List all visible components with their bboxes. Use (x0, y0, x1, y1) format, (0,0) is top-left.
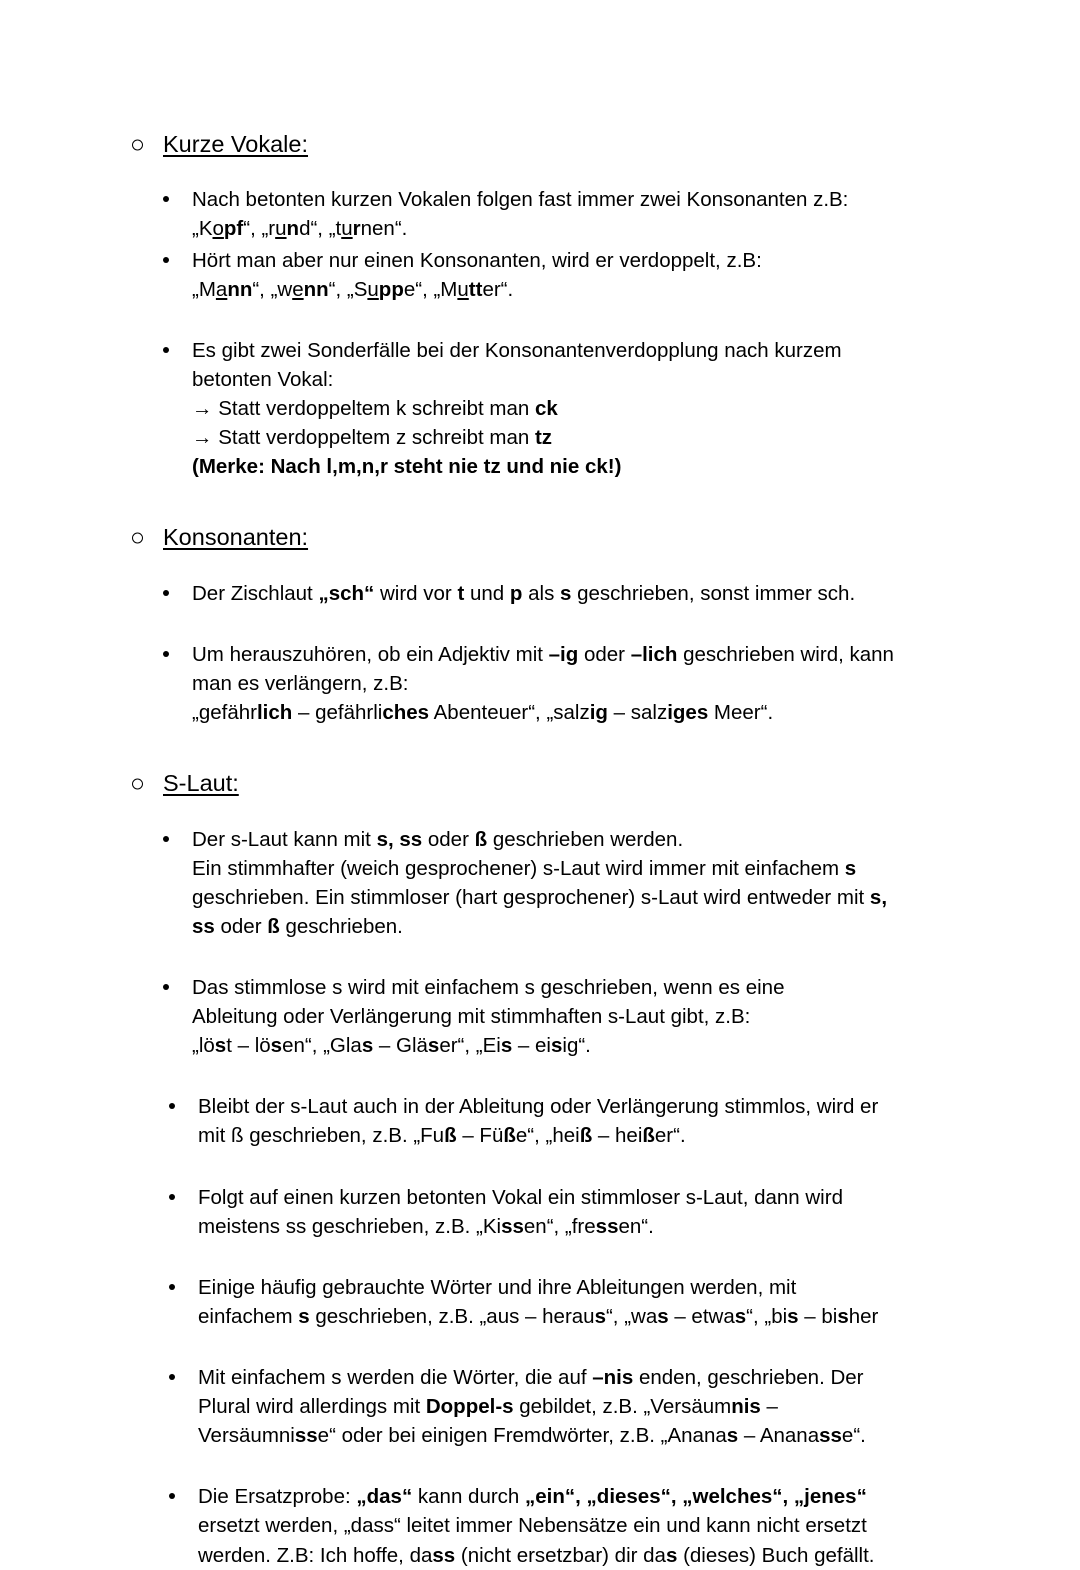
bullet-spacer (100, 1153, 980, 1183)
list-item-line: Es gibt zwei Sonderfälle bei der Konsonantenverdopplung nach kurzem (192, 338, 842, 362)
disc-bullet-icon (163, 347, 169, 353)
bullet-spacer (100, 1452, 980, 1482)
section-heading-label: Kurze Vokale: (163, 131, 309, 157)
list-item-line: Versäumnisse“ oder bei einigen Fremdwörter, z.B. „Ananas – Ananasse“. (198, 1424, 866, 1448)
list-item-line: einfachem s geschrieben, z.B. „aus – heraus“, „was – etwas“, „bis – bisher (198, 1304, 879, 1328)
list-item (100, 579, 980, 608)
list-item-line: → Statt verdoppeltem z schreibt man tz (192, 426, 553, 450)
list-item-line: man es verlängern, z.B: (192, 671, 409, 695)
section-heading-s-laut (100, 769, 980, 798)
list-item-line: Der Zischlaut „sch“ wird vor t und p als s geschrieben, sonst immer sch. (192, 581, 856, 605)
bullet-spacer (100, 306, 980, 336)
disc-bullet-icon (169, 1493, 175, 1499)
list-item-line: Folgt auf einen kurzen betonten Vokal ein stimmloser s-Laut, dann wird (198, 1185, 843, 1209)
list-item-line: „gefährlich – gefährliches Abenteuer“, „salzig – salziges Meer“. (192, 701, 774, 725)
bullet-spacer (100, 559, 980, 579)
disc-bullet-icon (163, 590, 169, 596)
list-item-line: Bleibt der s-Laut auch in der Ableitung oder Verlängerung stimmlos, wird er (198, 1095, 879, 1119)
disc-bullet-icon (163, 257, 169, 263)
list-item-line: → Statt verdoppeltem k schreibt man ck (192, 397, 558, 421)
section-heading-label: S-Laut: (163, 770, 239, 797)
hollow-circle-bullet-icon (132, 139, 143, 150)
list-item-line: Einige häufig gebrauchte Wörter und ihre Ableitungen werden, mit (198, 1275, 797, 1299)
list-item-line: Um herauszuhören, ob ein Adjektiv mit –ig oder –lich geschrieben wird, kann (192, 642, 894, 666)
list-item (100, 1183, 980, 1241)
hollow-circle-bullet-icon (132, 533, 143, 544)
bullet-spacer (100, 943, 980, 973)
disc-bullet-icon (163, 196, 169, 202)
disc-bullet-icon (169, 1284, 175, 1290)
list-item-line: werden. Z.B: Ich hoffe, dass (nicht ersetzbar) dir das (dieses) Buch gefällt. (198, 1543, 875, 1567)
disc-bullet-icon (163, 984, 169, 990)
hollow-circle-bullet-icon (132, 778, 143, 789)
list-item-line: mit ß geschrieben, z.B. „Fuß – Füße“, „heiß – heißer“. (198, 1124, 686, 1148)
list-item-line: Der s-Laut kann mit s, ss oder ß geschrieben werden. (192, 827, 684, 851)
list-item-line: Plural wird allerdings mit Doppel-s gebildet, z.B. „Versäumnis – (198, 1395, 778, 1419)
document-body (100, 130, 980, 1570)
list-item-line: (Merke: Nach l,m,n,r steht nie tz und nie ck!) (192, 455, 622, 479)
bullet-spacer (100, 165, 980, 185)
list-item-line: Ein stimmhafter (weich gesprochener) s-Laut wird immer mit einfachem s (192, 856, 857, 880)
list-item-line: ss oder ß geschrieben. (192, 914, 403, 938)
list-item (100, 825, 980, 941)
disc-bullet-icon (169, 1374, 175, 1380)
list-item (100, 246, 980, 304)
section-spacer (100, 729, 980, 769)
list-item-line: „löst – lösen“, „Glas – Gläser“, „Eis – eisig“. (192, 1034, 591, 1058)
section-spacer (100, 483, 980, 523)
list-item-line: „Mann“, „wenn“, „Suppe“, „Mutter“. (192, 277, 514, 301)
list-item-line: Mit einfachem s werden die Wörter, die auf –nis enden, geschrieben. Der (198, 1365, 864, 1389)
section-heading-konsonanten (100, 523, 980, 552)
list-item (100, 973, 980, 1060)
bullet-spacer (100, 1333, 980, 1363)
disc-bullet-icon (169, 1103, 175, 1109)
bullet-spacer (100, 805, 980, 825)
section-heading-label: Konsonanten: (163, 524, 309, 551)
list-item-line: Nach betonten kurzen Vokalen folgen fast immer zwei Konsonanten z.B: (192, 188, 849, 212)
list-item-line: ersetzt werden, „dass“ leitet immer Nebensätze ein und kann nicht ersetzt (198, 1514, 867, 1538)
list-item (100, 336, 980, 482)
list-item-line: Ableitung oder Verlängerung mit stimmhaften s-Laut gibt, z.B: (192, 1005, 751, 1029)
list-item-line: meistens ss geschrieben, z.B. „Kissen“, „fressen“. (198, 1214, 654, 1238)
list-item-line: betonten Vokal: (192, 367, 334, 391)
list-item (100, 1482, 980, 1569)
list-item-line: Die Ersatzprobe: „das“ kann durch „ein“, „dieses“, „welches“, „jenes“ (198, 1485, 867, 1509)
bullet-spacer (100, 1062, 980, 1092)
bullet-spacer (100, 610, 980, 640)
list-item-line: Hört man aber nur einen Konsonanten, wird er verdoppelt, z.B: (192, 248, 762, 272)
list-item (100, 1363, 980, 1450)
list-item (100, 640, 980, 727)
section-heading-kurze-vokale (100, 130, 980, 159)
disc-bullet-icon (163, 651, 169, 657)
list-item (100, 1092, 980, 1150)
disc-bullet-icon (169, 1194, 175, 1200)
disc-bullet-icon (163, 836, 169, 842)
list-item-line: geschrieben. Ein stimmloser (hart gesprochener) s-Laut wird entweder mit s, (192, 885, 888, 909)
list-item-line: Das stimmlose s wird mit einfachem s geschrieben, wenn es eine (192, 975, 785, 999)
bullet-spacer (100, 1243, 980, 1273)
list-item (100, 185, 980, 243)
list-item-line: „Kopf“, „rund“, „turnen“. (192, 217, 408, 241)
list-item (100, 1273, 980, 1331)
